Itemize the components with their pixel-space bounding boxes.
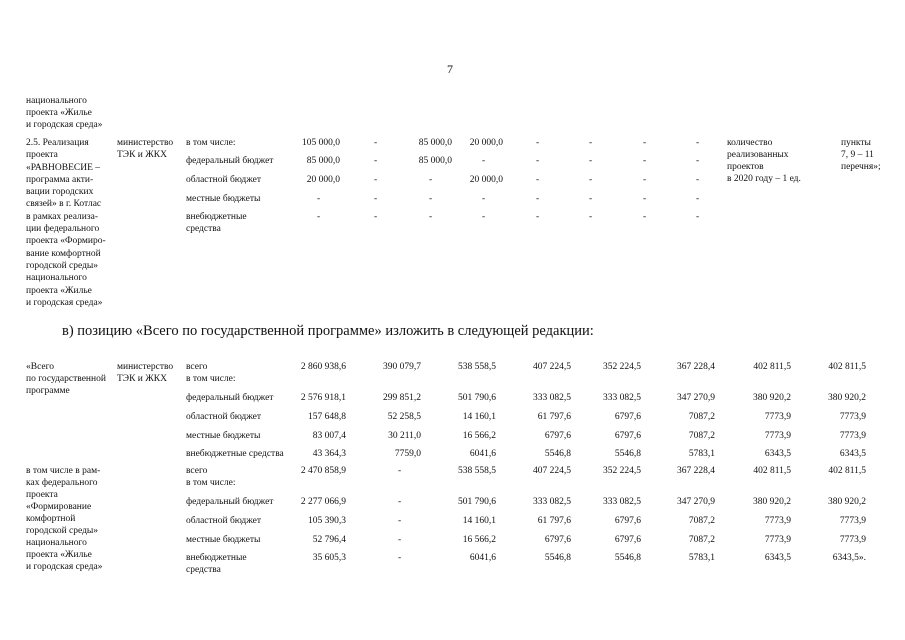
value-cell: 402 811,5 [753, 466, 791, 476]
value-cell: - [536, 175, 540, 185]
value-cell: 5546,8 [544, 449, 571, 459]
value-cell: 299 851,2 [383, 393, 421, 403]
value-cell: 7773,9 [839, 412, 866, 422]
value-cell: 16 566,2 [462, 535, 496, 545]
name-line: 2.5. Реализация [26, 138, 89, 148]
name-line: «РАВНОВЕСИЕ – [26, 162, 101, 173]
value-cell: 83 007,4 [312, 431, 346, 441]
name-line: проекта [26, 150, 58, 161]
value-cell: 367 228,4 [677, 466, 715, 476]
value-cell: 5546,8 [544, 553, 571, 563]
value-cell: 501 790,6 [458, 393, 496, 403]
value-cell: 6797,6 [614, 535, 641, 545]
value-cell: - [429, 212, 433, 222]
indicator-line: проектов [727, 162, 764, 172]
value-cell: - [374, 175, 378, 185]
value-cell: 402 811,5 [828, 466, 866, 476]
value-cell: 43 364,3 [312, 449, 346, 459]
row-label-line: всего [186, 466, 208, 476]
value-cell: 5546,8 [614, 553, 641, 563]
value-cell: 14 160,1 [462, 412, 496, 422]
value-cell: - [398, 535, 402, 545]
value-cell: - [536, 138, 540, 148]
executor-line: министерство [117, 362, 174, 372]
value-cell: 380 920,2 [753, 497, 791, 507]
value-cell: 5783,1 [688, 449, 715, 459]
value-cell: 52 258,5 [387, 412, 421, 422]
name-line: проекта «Жилье [26, 285, 92, 296]
value-cell: - [429, 194, 433, 204]
value-cell: - [643, 156, 647, 166]
value-cell: 2 277 066,9 [300, 497, 346, 507]
value-cell: 407 224,5 [533, 466, 571, 476]
row-label-line: местные бюджеты [186, 535, 261, 545]
row-label [186, 193, 260, 205]
fragment-line: национального [26, 96, 87, 106]
value-cell: 20 000,0 [306, 175, 340, 185]
row-label [186, 211, 247, 235]
value-cell: 85 000,0 [418, 138, 452, 148]
value-cell: 501 790,6 [458, 497, 496, 507]
value-cell: 538 558,5 [458, 362, 496, 372]
name-line: национального [26, 538, 87, 548]
row-label-line: областной бюджет [186, 175, 262, 185]
value-cell: 402 811,5 [753, 362, 791, 372]
value-cell: - [374, 156, 378, 166]
value-cell: - [696, 194, 700, 204]
value-cell: 7773,9 [764, 412, 791, 422]
value-cell: 347 270,9 [677, 393, 715, 403]
row-label [186, 534, 260, 546]
value-cell: 333 082,5 [533, 497, 571, 507]
value-cell: 6797,6 [544, 535, 571, 545]
name-line: национального [26, 273, 87, 284]
section-2-5-points [841, 137, 881, 173]
points-line: 7, 9 – 11 [841, 150, 874, 160]
value-cell: 2 470 858,9 [300, 466, 346, 476]
row-label-line: федеральный бюджет [186, 497, 274, 507]
row-label [186, 137, 236, 149]
value-cell: 7773,9 [839, 431, 866, 441]
value-cell: - [589, 138, 593, 148]
value-cell: 6343,5 [764, 553, 791, 563]
total-block-name [26, 361, 106, 397]
value-cell: 407 224,5 [533, 362, 571, 372]
value-cell: 61 797,6 [537, 412, 571, 422]
row-label [186, 411, 261, 423]
value-cell: 333 082,5 [603, 393, 641, 403]
value-cell: 61 797,6 [537, 516, 571, 526]
value-cell: 6797,6 [614, 412, 641, 422]
value-cell: - [536, 194, 540, 204]
value-cell: 7773,9 [764, 516, 791, 526]
value-cell: 2 860 938,6 [300, 362, 346, 372]
row-label [186, 496, 273, 508]
value-cell: - [317, 212, 321, 222]
value-cell: - [696, 156, 700, 166]
value-cell: 20 000,0 [469, 175, 503, 185]
name-line: программа акти- [26, 174, 94, 185]
value-cell: - [536, 212, 540, 222]
row-label-line: федеральный бюджет [186, 156, 274, 166]
value-cell: - [398, 466, 402, 476]
value-cell: 6797,6 [544, 431, 571, 441]
value-cell: 402 811,5 [828, 362, 866, 372]
value-cell: 380 920,2 [753, 393, 791, 403]
indicator-line: реализованных [727, 150, 789, 160]
name-line: ции федерального [26, 224, 100, 235]
row-label-line: областной бюджет [186, 516, 262, 526]
row-label-line: всего [186, 362, 208, 372]
value-cell: 7087,2 [688, 412, 715, 422]
row-label [186, 361, 236, 385]
fragment-top [26, 95, 136, 131]
row-label [186, 392, 273, 404]
row-label-line: внебюджетные [186, 212, 247, 222]
value-cell: - [589, 156, 593, 166]
value-cell: 7773,9 [764, 535, 791, 545]
value-cell: 380 920,2 [828, 497, 866, 507]
fed-block-name [26, 465, 102, 573]
indicator-line: в 2020 году – 1 ед. [727, 174, 801, 184]
row-label-line: в том числе: [186, 138, 236, 148]
name-line: «Всего [26, 362, 55, 372]
row-label [186, 430, 260, 442]
value-cell: - [398, 516, 402, 526]
value-cell: 352 224,5 [603, 362, 641, 372]
value-cell: - [374, 194, 378, 204]
name-line: проекта «Формиро- [26, 236, 106, 247]
value-cell: - [589, 175, 593, 185]
value-cell: - [643, 138, 647, 148]
total-block-executor [117, 361, 173, 385]
value-cell: - [482, 194, 486, 204]
row-label-line: в том числе: [186, 374, 236, 384]
name-line: проекта [26, 490, 58, 500]
value-cell: 333 082,5 [533, 393, 571, 403]
row-label-line: местные бюджеты [186, 194, 261, 204]
value-cell: - [374, 212, 378, 222]
value-cell: - [589, 212, 593, 222]
value-cell: 16 566,2 [462, 431, 496, 441]
value-cell: 6041,6 [469, 553, 496, 563]
name-line: и городская среда» [26, 297, 103, 308]
value-cell: - [696, 138, 700, 148]
section-2-5-name [26, 137, 106, 309]
points-line: пункты [841, 138, 871, 148]
name-line: по государственной [26, 374, 106, 384]
row-label [186, 174, 261, 186]
name-line: и городская среда» [26, 562, 103, 572]
value-cell: 6797,6 [614, 431, 641, 441]
value-cell: 7087,2 [688, 535, 715, 545]
name-line: «Формирование [26, 502, 92, 512]
name-line: в том числе в рам- [26, 466, 101, 476]
value-cell: - [374, 138, 378, 148]
value-cell: - [696, 212, 700, 222]
value-cell: 105 000,0 [302, 138, 340, 148]
section-2-5-indicator [727, 137, 801, 185]
section-heading: в) позицию «Всего по государственной программе» изложить в следующей редакции: [62, 323, 594, 339]
row-label-line: областной бюджет [186, 412, 262, 422]
name-line: ках федерального [26, 478, 98, 488]
row-label-line: местные бюджеты [186, 431, 261, 441]
points-line: перечня»; [841, 162, 881, 172]
value-cell: - [482, 156, 486, 166]
row-label [186, 515, 261, 527]
value-cell: - [589, 194, 593, 204]
value-cell: - [398, 497, 402, 507]
executor-line: ТЭК и ЖКХ [117, 374, 167, 384]
value-cell: 333 082,5 [603, 497, 641, 507]
row-label-line: средства [186, 565, 221, 575]
value-cell: 7773,9 [839, 516, 866, 526]
value-cell: 6797,6 [614, 516, 641, 526]
value-cell: - [429, 175, 433, 185]
fragment-line: проекта «Жилье [26, 108, 92, 118]
name-line: программе [26, 386, 70, 396]
name-line: городской среды» [26, 260, 99, 271]
value-cell: 20 000,0 [469, 138, 503, 148]
value-cell: 105 390,3 [308, 516, 346, 526]
value-cell: 35 605,3 [312, 553, 346, 563]
value-cell: 52 796,4 [312, 535, 346, 545]
value-cell: 6343,5 [764, 449, 791, 459]
value-cell: 367 228,4 [677, 362, 715, 372]
indicator-line: количество [727, 138, 773, 148]
value-cell: 7087,2 [688, 516, 715, 526]
value-cell: 347 270,9 [677, 497, 715, 507]
section-2-5-executor [117, 137, 173, 161]
value-cell: 7773,9 [764, 431, 791, 441]
value-cell: - [696, 175, 700, 185]
value-cell: 6343,5 [839, 449, 866, 459]
value-cell: 7759,0 [394, 449, 421, 459]
value-cell: 6343,5». [832, 553, 866, 563]
value-cell: 352 224,5 [603, 466, 641, 476]
value-cell: 157 648,8 [308, 412, 346, 422]
page-number: 7 [447, 62, 453, 76]
value-cell: 7773,9 [839, 535, 866, 545]
row-label-line: внебюджетные средства [186, 449, 284, 459]
executor-line: министерство [117, 138, 174, 148]
value-cell: - [643, 194, 647, 204]
row-label [186, 552, 247, 576]
value-cell: 85 000,0 [418, 156, 452, 166]
value-cell: 30 211,0 [388, 431, 421, 441]
value-cell: - [536, 156, 540, 166]
value-cell: 6041,6 [469, 449, 496, 459]
value-cell: - [643, 212, 647, 222]
name-line: в рамках реализа- [26, 211, 98, 222]
executor-line: ТЭК и ЖКХ [117, 150, 167, 160]
value-cell: 5783,1 [688, 553, 715, 563]
value-cell: 538 558,5 [458, 466, 496, 476]
row-label-line: внебюджетные [186, 553, 247, 563]
row-label-line: средства [186, 224, 221, 234]
name-line: комфортной [26, 514, 76, 524]
value-cell: 7087,2 [688, 431, 715, 441]
value-cell: 2 576 918,1 [300, 393, 346, 403]
value-cell: 390 079,7 [383, 362, 421, 372]
row-label-line: в том числе: [186, 478, 236, 488]
name-line: проекта «Жилье [26, 550, 92, 560]
value-cell: - [317, 194, 321, 204]
value-cell: 14 160,1 [462, 516, 496, 526]
row-label [186, 465, 236, 489]
value-cell: 85 000,0 [306, 156, 340, 166]
value-cell: - [482, 212, 486, 222]
row-label [186, 155, 273, 167]
fragment-line: и городская среда» [26, 120, 103, 130]
name-line: связей» в г. Котлас [26, 199, 102, 210]
name-line: городской среды» [26, 526, 99, 536]
name-line: вации городских [26, 187, 94, 198]
value-cell: - [398, 553, 402, 563]
value-cell: - [643, 175, 647, 185]
row-label-line: федеральный бюджет [186, 393, 274, 403]
name-line: вание комфортной [26, 248, 101, 259]
value-cell: 380 920,2 [828, 393, 866, 403]
value-cell: 5546,8 [614, 449, 641, 459]
